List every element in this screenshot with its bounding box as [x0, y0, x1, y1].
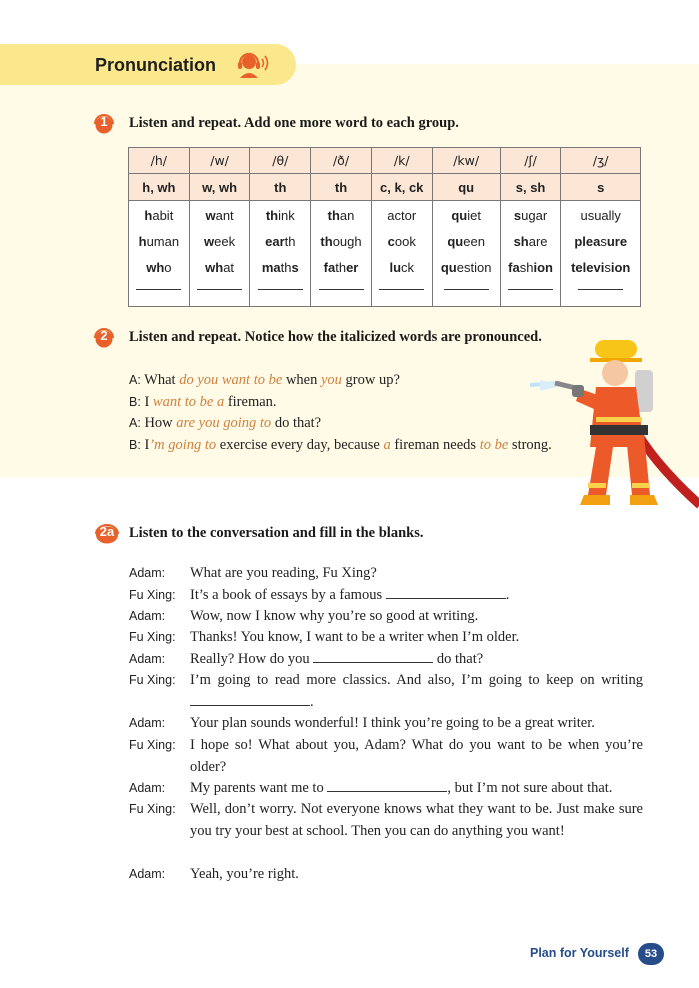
phoneme-symbol: /ð/	[311, 148, 372, 174]
word-part: een	[463, 234, 485, 249]
spelling-pattern: th	[250, 174, 311, 201]
word-part: qu	[440, 260, 457, 275]
example-word	[311, 255, 371, 281]
conversation-text	[190, 585, 643, 607]
example-word	[501, 255, 561, 281]
dialogue-text: What	[140, 372, 180, 388]
spelling-pattern: h, wh	[129, 174, 190, 201]
spelling-pattern: c, k, ck	[371, 174, 432, 201]
word-part: plea	[574, 234, 601, 249]
example-word	[433, 203, 500, 229]
word-part: th	[265, 208, 279, 223]
spelling-pattern: s, sh	[500, 174, 561, 201]
word-part: lu	[389, 260, 402, 275]
dialogue-line	[129, 394, 277, 411]
fill-in-blank[interactable]	[313, 650, 433, 663]
word-part: ear	[265, 234, 285, 249]
conversation-line	[129, 563, 643, 585]
answer-blank[interactable]	[319, 289, 364, 290]
conversation-line	[129, 713, 643, 735]
conversation-line	[129, 735, 643, 778]
text-segment: , but I’m not sure about that.	[447, 780, 613, 796]
dialogue-text: I	[140, 393, 153, 410]
text-segment: Thanks! You know, I want to be a writer when I’m older.	[190, 629, 520, 645]
word-part: ant	[215, 208, 234, 223]
speaker-name: Adam:	[129, 609, 166, 623]
italic-phrase: you	[320, 372, 342, 388]
word-part: h	[138, 234, 147, 249]
word-part: ion	[610, 260, 631, 275]
word-part: wh	[205, 260, 224, 275]
word-part: o	[164, 260, 172, 275]
example-word	[561, 229, 640, 255]
example-word	[190, 203, 250, 229]
example-word	[501, 229, 561, 255]
phoneme-symbol: /ʃ/	[500, 148, 561, 174]
word-part: ion	[533, 260, 553, 275]
conversation-text	[190, 778, 643, 800]
word-part: qu	[451, 208, 468, 223]
phoneme-symbol: /kw/	[432, 148, 500, 174]
exercise-2-badge: 2	[92, 325, 116, 349]
example-word	[129, 229, 189, 255]
text-segment: It’s a book of essays by a famous	[190, 587, 386, 603]
speaker-name: Fu Xing:	[129, 630, 176, 644]
word-part: iet	[467, 208, 481, 223]
italic-phrase: ’m going to	[149, 436, 217, 453]
dialogue-text: grow up?	[341, 372, 400, 388]
example-word	[372, 203, 432, 229]
italic-phrase: to be	[479, 436, 509, 453]
word-group	[250, 201, 311, 307]
dialogue-text: when	[282, 372, 321, 388]
word-part: fa	[323, 260, 336, 275]
word-group	[561, 201, 641, 307]
section-title: Pronunciation	[95, 55, 216, 75]
phoneme-symbol: /ʒ/	[561, 148, 641, 174]
example-word	[501, 203, 561, 229]
phoneme-symbol: /h/	[129, 148, 190, 174]
word-part: w	[205, 208, 216, 223]
text-segment: .	[310, 693, 314, 710]
text-segment: Yeah, you’re right.	[190, 866, 299, 882]
dialogue-text: strong.	[508, 436, 552, 453]
word-part: er	[346, 260, 359, 275]
word-group	[371, 201, 432, 307]
dialogue-text: I	[140, 436, 150, 453]
dialogue-line	[129, 415, 321, 432]
example-word	[190, 255, 250, 281]
conversation-text	[190, 606, 643, 628]
word-part: h	[144, 208, 153, 223]
exercise-2a-badge: 2a	[92, 521, 122, 545]
word-part: th	[335, 260, 347, 275]
word-part: sh	[513, 234, 529, 249]
speaker-label: A:	[129, 416, 141, 430]
speaker-name: Adam:	[129, 781, 166, 795]
conversation-text	[190, 735, 643, 778]
example-word	[129, 203, 189, 229]
dialogue-text: fireman needs	[390, 436, 480, 453]
speaker-label: B:	[129, 394, 141, 409]
conversation-line	[129, 670, 643, 713]
word-part: s	[604, 260, 611, 275]
word-part: estion	[456, 260, 492, 275]
speaker-name: Fu Xing:	[129, 738, 176, 752]
page-number: 53	[638, 943, 664, 965]
conversation-text	[190, 563, 643, 585]
word-part: abit	[152, 208, 174, 223]
phoneme-symbol: /w/	[189, 148, 250, 174]
speaker-name: Adam:	[129, 566, 166, 580]
phonics-table	[128, 147, 641, 307]
example-word	[311, 229, 371, 255]
word-part: an	[339, 208, 355, 223]
text-segment: My parents want me to	[190, 780, 328, 796]
unit-title: Plan for Yourself	[530, 946, 629, 960]
word-part: s	[513, 208, 522, 223]
spelling-pattern: w, wh	[189, 174, 250, 201]
text-segment: Your plan sounds wonderful! I think you’re going to be a great writer.	[190, 715, 595, 731]
speaker-name: Adam:	[129, 716, 166, 730]
word-part: ough	[332, 234, 362, 249]
example-word	[372, 255, 432, 281]
conversation-text	[190, 627, 643, 649]
text-segment: I’m going to read more classics. And also, I’m going to keep on writing	[190, 672, 643, 688]
answer-blank[interactable]	[444, 289, 489, 290]
speaker-name: Fu Xing:	[129, 802, 176, 816]
word-part: fa	[508, 260, 520, 275]
speaker-name: Fu Xing:	[129, 588, 176, 602]
example-word	[250, 255, 310, 281]
word-part: ck	[401, 260, 415, 275]
conversation-text	[190, 670, 643, 713]
example-word	[129, 255, 189, 281]
text-segment: Well, don’t worry. Not everyone knows what they want to be. Just make sure you try your best at school. Then you can do anything you want!	[190, 801, 643, 839]
italic-phrase: a	[383, 436, 391, 453]
spelling-pattern: s	[561, 174, 641, 201]
example-word	[561, 255, 640, 281]
conversation-line	[129, 864, 643, 886]
dialogue-text: fireman.	[224, 393, 277, 410]
example-word	[190, 229, 250, 255]
exercise-1-badge: 1	[92, 111, 116, 135]
conversation-text	[190, 713, 643, 735]
italic-phrase: want to be a	[152, 393, 225, 410]
text-segment: I hope so! What about you, Adam? What do you want to be when you’re older?	[190, 737, 643, 775]
phoneme-symbol: /θ/	[250, 148, 311, 174]
word-part: uman	[146, 234, 180, 249]
conversation-text	[190, 649, 643, 671]
word-group	[500, 201, 561, 307]
word-part: qu	[447, 234, 464, 249]
word-part: w	[204, 234, 215, 249]
text-segment: Really? How do you	[190, 651, 314, 667]
fill-in-blank[interactable]	[190, 693, 310, 706]
answer-blank[interactable]	[258, 289, 303, 290]
conversation-line	[129, 606, 643, 628]
dialogue-text: do that?	[271, 415, 322, 431]
word-part: at	[223, 260, 235, 275]
exercise-2-instruction: Listen and repeat. Notice how the italicized words are pronounced.	[129, 329, 542, 345]
conversation-text	[190, 799, 643, 842]
example-word	[311, 203, 371, 229]
word-part: wh	[146, 260, 165, 275]
example-word	[250, 229, 310, 255]
answer-blank[interactable]	[379, 289, 424, 290]
speaker-label: B:	[129, 437, 141, 452]
text-segment: .	[505, 587, 510, 603]
word-part: s	[600, 234, 607, 249]
word-part: th	[280, 260, 292, 275]
word-part: ugar	[521, 208, 548, 223]
word-part: actor	[387, 208, 417, 223]
word-part: th	[284, 234, 296, 249]
fill-in-blank[interactable]	[327, 779, 447, 792]
conversation-line	[129, 627, 643, 649]
example-word	[250, 203, 310, 229]
fireman-illustration	[530, 325, 699, 540]
italic-phrase: are you going to	[176, 415, 272, 431]
fill-in-blank[interactable]	[386, 586, 506, 599]
answer-blank[interactable]	[578, 289, 623, 290]
word-group	[432, 201, 500, 307]
word-group	[129, 201, 190, 307]
text-segment: do that?	[433, 651, 484, 667]
dialogue-line	[129, 437, 552, 454]
answer-blank[interactable]	[508, 289, 553, 290]
dialogue-text: How	[140, 415, 177, 431]
example-word	[561, 203, 640, 229]
example-word	[433, 255, 500, 281]
answer-blank[interactable]	[197, 289, 242, 290]
word-part: sh	[519, 260, 534, 275]
word-part: televi	[571, 260, 605, 275]
conversation-line	[129, 649, 643, 671]
word-part: eek	[214, 234, 236, 249]
exercise-1-instruction: Listen and repeat. Add one more word to each group.	[129, 115, 459, 131]
dialogue-text: exercise every day, because	[216, 436, 384, 453]
speaker-name: Adam:	[129, 652, 166, 666]
text-segment: Wow, now I know why you’re so good at writing.	[190, 608, 479, 624]
word-part: ma	[261, 260, 281, 275]
conversation-line	[129, 778, 643, 800]
word-group	[311, 201, 372, 307]
headset-icon	[236, 51, 270, 79]
conversation-text	[190, 864, 643, 886]
word-part: ink	[278, 208, 295, 223]
word-part: c	[387, 234, 395, 249]
speaker-name: Adam:	[129, 867, 166, 881]
conversation-line	[129, 585, 643, 607]
example-word	[433, 229, 500, 255]
word-part: ure	[606, 234, 628, 249]
conversation-line	[129, 799, 643, 842]
italic-phrase: do you want to be	[179, 372, 283, 388]
phoneme-symbol: /k/	[371, 148, 432, 174]
word-part: are	[528, 234, 548, 249]
answer-blank[interactable]	[136, 289, 181, 290]
word-group	[189, 201, 250, 307]
speaker-label: A:	[129, 373, 141, 387]
word-part: th	[320, 234, 333, 249]
word-part: s	[291, 260, 299, 275]
exercise-2a-instruction: Listen to the conversation and fill in the blanks.	[129, 525, 424, 541]
dialogue-line	[129, 372, 400, 389]
spelling-pattern: th	[311, 174, 372, 201]
spelling-pattern: qu	[432, 174, 500, 201]
word-part: usually	[580, 208, 621, 223]
word-part: ook	[394, 234, 416, 249]
text-segment: What are you reading, Fu Xing?	[190, 565, 377, 581]
speaker-name: Fu Xing:	[129, 673, 176, 687]
example-word	[372, 229, 432, 255]
word-part: th	[327, 208, 340, 223]
